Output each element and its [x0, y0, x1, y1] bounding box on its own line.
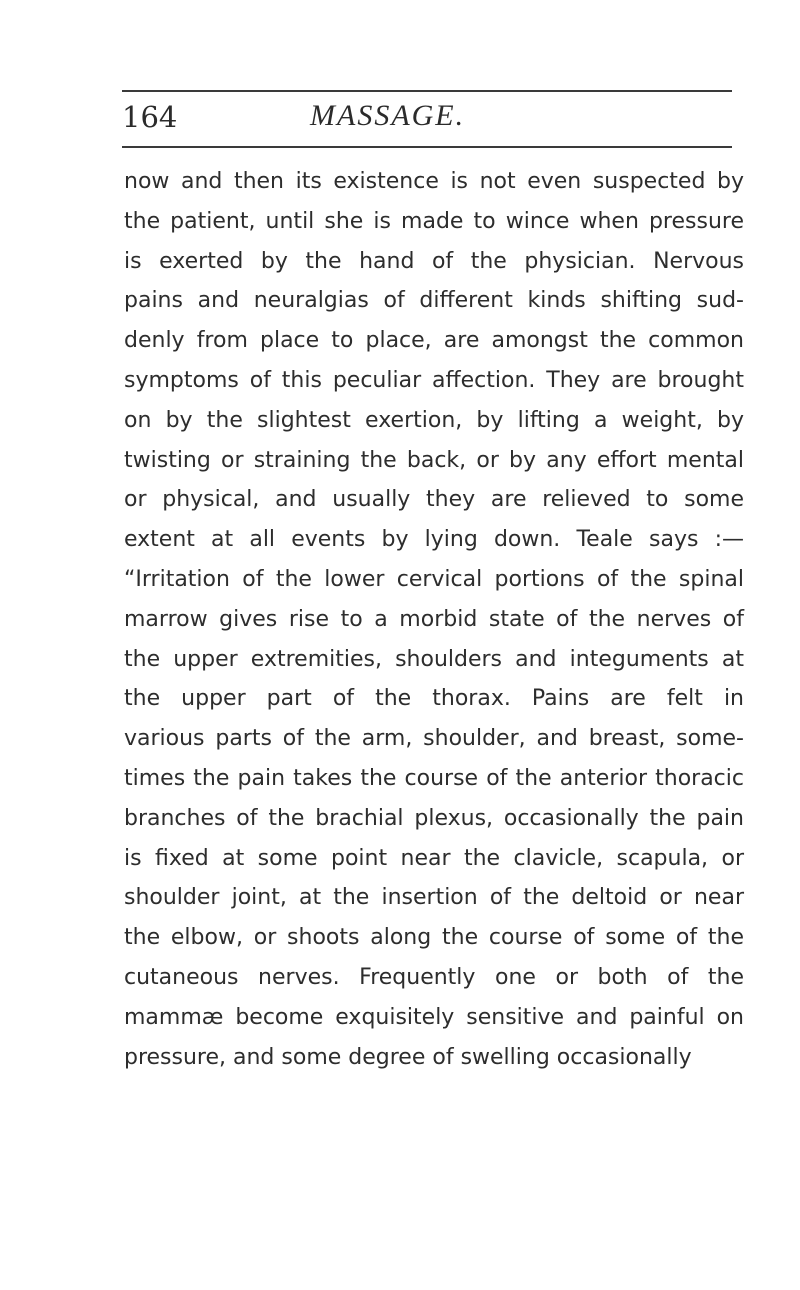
text-line: twisting or straining the back, or by any effort mental	[124, 447, 744, 473]
text-line: denly from place to place, are amongst the common	[124, 328, 744, 354]
text-line: marrow gives rise to a morbid state of the nerves of	[124, 606, 744, 632]
text-line: on by the slightest exertion, by lifting a weight, by	[124, 407, 744, 433]
text-line: pains and neuralgias of different kinds shifting sud-	[124, 288, 744, 314]
text-line: mammæ become exquisitely sensitive and painful on	[124, 1004, 744, 1030]
page-number: 164	[122, 100, 178, 134]
text-line: extent at all events by lying down. Teale says :—	[124, 527, 744, 553]
running-head: MASSAGE.	[310, 99, 466, 132]
text-line: now and then its existence is not even suspected by	[124, 169, 744, 194]
text-line: is exerted by the hand of the physician. Nervous	[124, 248, 744, 274]
text-line: the upper part of the thorax. Pains are felt in	[124, 686, 744, 712]
text-line: the upper extremities, shoulders and integuments at	[124, 646, 744, 672]
text-line: “Irritation of the lower cervical portions of the spinal	[124, 566, 744, 592]
text-line: or physical, and usually they are relieved to some	[124, 487, 744, 513]
text-line: branches of the brachial plexus, occasionally the pain	[124, 805, 744, 831]
body-text	[124, 162, 744, 1077]
header-rule-bottom	[122, 146, 732, 148]
text-line: cutaneous nerves. Frequently one or both of the	[124, 964, 744, 990]
text-line: pressure, and some degree of swelling occasionally	[124, 1044, 692, 1070]
header-rule-top	[122, 90, 732, 92]
text-line: shoulder joint, at the insertion of the deltoid or near	[124, 885, 744, 911]
text-line: the patient, until she is made to wince when pressure	[124, 208, 744, 234]
text-line: symptoms of this peculiar affection. They are brought	[124, 367, 744, 393]
text-line: is fixed at some point near the clavicle, scapula, or	[124, 845, 744, 871]
text-line: the elbow, or shoots along the course of some of the	[124, 925, 744, 951]
text-line: times the pain takes the course of the anterior thoracic	[124, 765, 744, 791]
text-line: various parts of the arm, shoulder, and breast, some-	[124, 726, 744, 752]
